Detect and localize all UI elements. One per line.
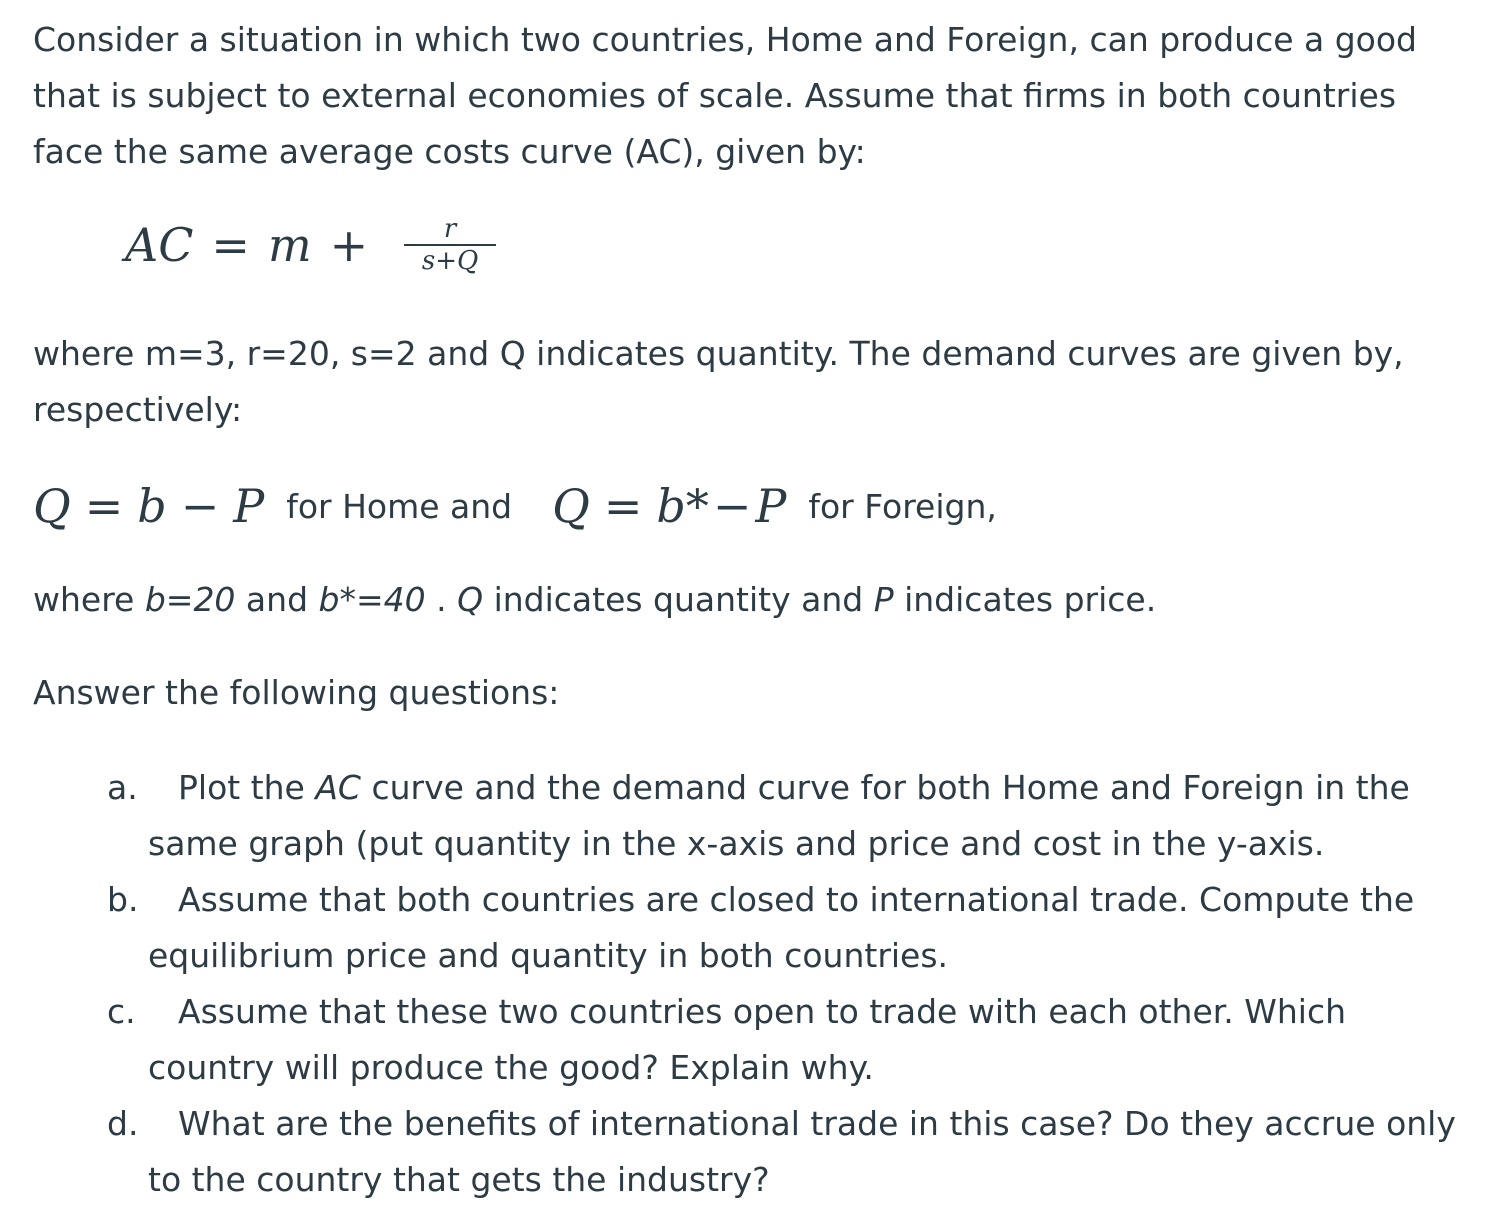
- intro-paragraph: Consider a situation in which two countries, Home and Foreign, can produce a good that is subject to external economies of scale. Assume that firms in both countries face the same average costs curve (AC), given by:: [33, 20, 1417, 171]
- home-equals: =: [84, 479, 124, 533]
- question-text: Plot the AC curve and the demand curve for both Home and Foreign in the same graph (put quantity in the x-axis and price and cost in the y-axis.: [148, 768, 1410, 863]
- formula-equals: =: [211, 218, 250, 272]
- question-marker: c.: [107, 992, 136, 1031]
- foreign-equals: =: [603, 479, 643, 533]
- home-demand-formula: [33, 479, 264, 533]
- fraction-numerator: r: [443, 214, 457, 244]
- question-item: [33, 872, 1473, 984]
- question-marker: a.: [107, 768, 138, 807]
- average-cost-formula: [125, 205, 496, 285]
- foreign-minus: −: [712, 479, 752, 533]
- demand-curves-line: [33, 470, 997, 542]
- foreign-label: for Foreign,: [808, 486, 997, 526]
- formula-plus: +: [329, 218, 369, 272]
- foreign-p: P: [755, 479, 787, 533]
- formula-m: m: [267, 218, 312, 272]
- question-item: [33, 760, 1473, 872]
- question-text: Assume that these two countries open to trade with each other. Which country will produce the good? Explain why.: [148, 992, 1347, 1087]
- foreign-b: b*: [656, 479, 709, 533]
- demand-parameters-paragraph: where b=20 and b*=40 . Q indicates quantity and P indicates price.: [33, 580, 1157, 619]
- question-marker: b.: [107, 880, 139, 919]
- question-item: [33, 984, 1473, 1096]
- home-minus: −: [180, 479, 220, 533]
- foreign-q: Q: [552, 479, 590, 533]
- question-text: Assume that both countries are closed to international trade. Compute the equilibrium price and quantity in both countries.: [148, 880, 1415, 975]
- home-q: Q: [33, 479, 71, 533]
- home-p: P: [233, 479, 265, 533]
- question-text: What are the benefits of international trade in this case? Do they accrue only to the country that gets the industry?: [148, 1104, 1456, 1199]
- question-marker: d.: [107, 1104, 139, 1143]
- fraction-denominator: s+Q: [421, 246, 479, 276]
- formula-fraction: [404, 214, 496, 276]
- foreign-demand-formula: [552, 479, 786, 533]
- home-b: b: [137, 479, 167, 533]
- home-label: for Home and: [286, 486, 513, 526]
- question-item: [33, 1096, 1473, 1208]
- formula-lhs: AC: [125, 218, 194, 272]
- answer-heading: Answer the following questions:: [33, 673, 560, 712]
- question-list: [33, 760, 1473, 1208]
- parameters-paragraph: where m=3, r=20, s=2 and Q indicates quantity. The demand curves are given by, respectively:: [33, 334, 1404, 429]
